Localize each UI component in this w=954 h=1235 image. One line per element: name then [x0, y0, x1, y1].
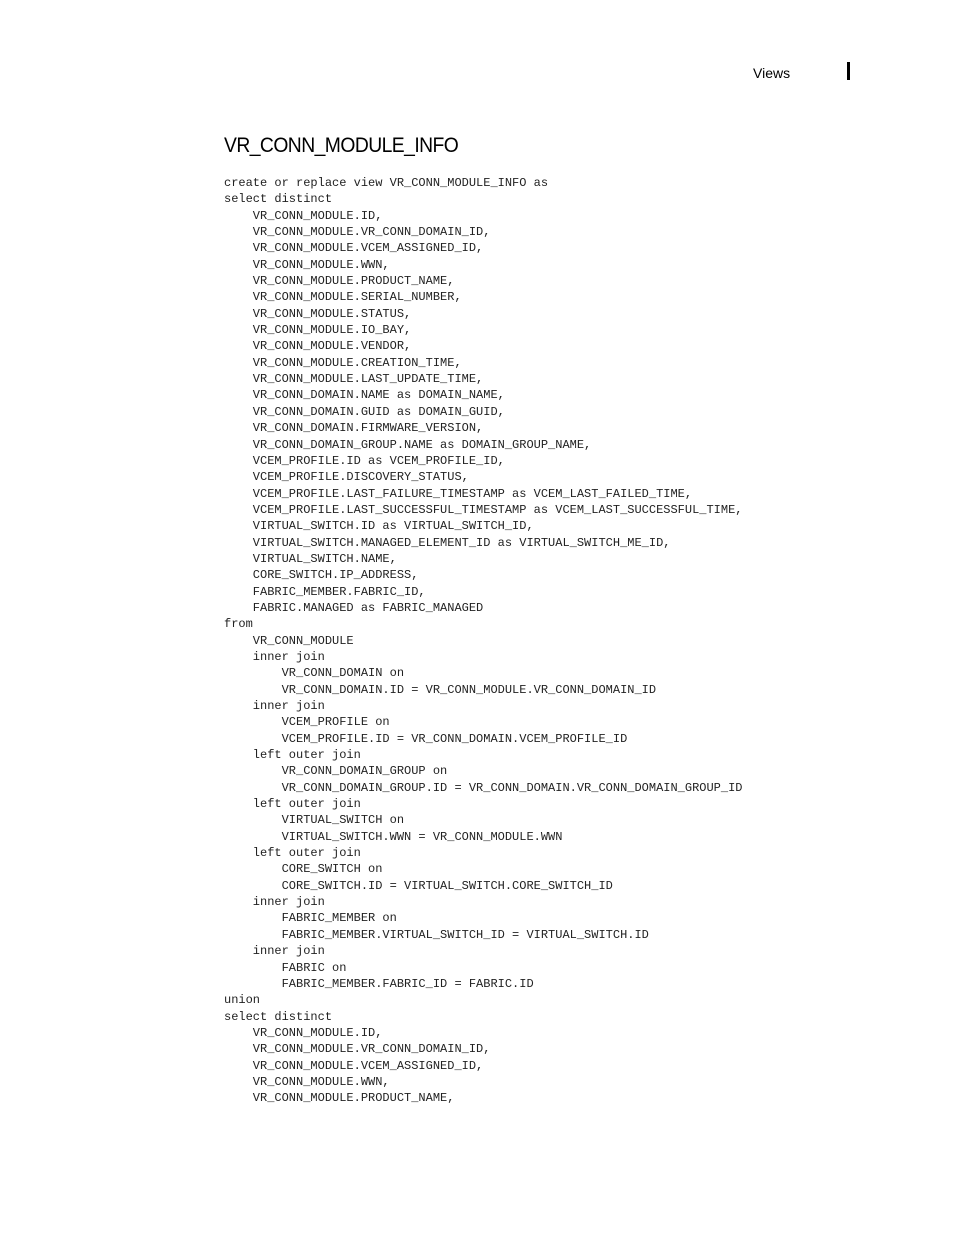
- code-line: VR_CONN_MODULE.LAST_UPDATE_TIME,: [224, 372, 484, 387]
- code-line: CORE_SWITCH.IP_ADDRESS,: [224, 568, 419, 583]
- code-line: inner join: [224, 699, 325, 713]
- code-line: VR_CONN_MODULE.ID,: [224, 1025, 383, 1040]
- code-line: VR_CONN_MODULE.VCEM_ASSIGNED_ID,: [224, 1058, 484, 1073]
- code-line: union: [224, 993, 261, 1008]
- code-line: VR_CONN_MODULE.WWN,: [224, 1074, 390, 1089]
- code-line: VCEM_PROFILE.LAST_FAILURE_TIMESTAMP as VCEM_LAST_FAILED_TIME,: [224, 486, 693, 501]
- code-line: inner join: [224, 649, 325, 664]
- code-line: FABRIC.MANAGED as FABRIC_MANAGED: [224, 600, 484, 615]
- code-line: VCEM_PROFILE.ID = VR_CONN_DOMAIN.VCEM_PROFILE_ID: [224, 731, 628, 746]
- code-line: create or replace view VR_CONN_MODULE_INFO as: [224, 176, 549, 190]
- code-line: VCEM_PROFILE.LAST_SUCCESSFUL_TIMESTAMP as VCEM_LAST_SUCCESSFUL_TIME,: [224, 502, 743, 517]
- code-line: CORE_SWITCH.ID = VIRTUAL_SWITCH.CORE_SWITCH_ID: [224, 878, 613, 893]
- code-line: left outer join: [224, 748, 361, 763]
- code-line: VR_CONN_MODULE.CREATION_TIME,: [224, 355, 462, 370]
- code-line: VR_CONN_DOMAIN.GUID as DOMAIN_GUID,: [224, 404, 505, 419]
- code-line: FABRIC_MEMBER on: [224, 911, 397, 926]
- code-line: VR_CONN_DOMAIN.ID = VR_CONN_MODULE.VR_CONN_DOMAIN_ID: [224, 682, 657, 697]
- code-line: VR_CONN_MODULE.IO_BAY,: [224, 323, 412, 338]
- code-line: VIRTUAL_SWITCH on: [224, 813, 405, 828]
- code-line: VR_CONN_DOMAIN on: [224, 666, 405, 681]
- code-line: inner join: [224, 944, 325, 959]
- code-line: VIRTUAL_SWITCH.NAME,: [224, 551, 397, 566]
- code-line: VR_CONN_DOMAIN_GROUP on: [224, 764, 448, 779]
- code-line: VR_CONN_MODULE.VR_CONN_DOMAIN_ID,: [224, 1042, 491, 1057]
- code-line: VR_CONN_DOMAIN.NAME as DOMAIN_NAME,: [224, 388, 505, 403]
- code-line: FABRIC_MEMBER.VIRTUAL_SWITCH_ID = VIRTUAL_SWITCH.ID: [224, 927, 649, 942]
- code-line: FABRIC on: [224, 960, 347, 975]
- code-line: select distinct: [224, 1009, 333, 1024]
- code-line: VR_CONN_MODULE.WWN,: [224, 257, 390, 272]
- code-line: VR_CONN_MODULE.PRODUCT_NAME,: [224, 1091, 455, 1106]
- code-line: VIRTUAL_SWITCH.WWN = VR_CONN_MODULE.WWN: [224, 829, 563, 844]
- code-line: VIRTUAL_SWITCH.MANAGED_ELEMENT_ID as VIRTUAL_SWITCH_ME_ID,: [224, 535, 671, 550]
- sql-code-block: [224, 175, 742, 1107]
- code-line: CORE_SWITCH on: [224, 862, 383, 877]
- code-line: from: [224, 617, 253, 632]
- code-line: VIRTUAL_SWITCH.ID as VIRTUAL_SWITCH_ID,: [224, 519, 534, 534]
- code-line: VR_CONN_DOMAIN_GROUP.NAME as DOMAIN_GROUP_NAME,: [224, 437, 592, 452]
- code-line: inner join: [224, 895, 325, 910]
- code-line: FABRIC_MEMBER.FABRIC_ID = FABRIC.ID: [224, 976, 534, 991]
- code-line: VR_CONN_MODULE.STATUS,: [224, 306, 412, 321]
- code-line: left outer join: [224, 846, 361, 861]
- code-line: select distinct: [224, 192, 333, 207]
- code-line: VR_CONN_MODULE.VENDOR,: [224, 339, 412, 354]
- code-line: VR_CONN_MODULE: [224, 633, 354, 648]
- code-line: VCEM_PROFILE.DISCOVERY_STATUS,: [224, 470, 469, 485]
- header-marker-bar: [847, 62, 850, 80]
- code-line: VCEM_PROFILE on: [224, 715, 390, 730]
- code-line: VR_CONN_MODULE.SERIAL_NUMBER,: [224, 290, 462, 305]
- code-line: VCEM_PROFILE.ID as VCEM_PROFILE_ID,: [224, 453, 505, 468]
- code-line: VR_CONN_MODULE.VR_CONN_DOMAIN_ID,: [224, 225, 491, 240]
- code-line: FABRIC_MEMBER.FABRIC_ID,: [224, 584, 426, 599]
- code-line: VR_CONN_MODULE.ID,: [224, 208, 383, 223]
- section-title: VR_CONN_MODULE_INFO: [224, 134, 459, 157]
- code-line: VR_CONN_DOMAIN.FIRMWARE_VERSION,: [224, 421, 484, 436]
- running-header-title: Views: [753, 65, 791, 81]
- code-line: left outer join: [224, 797, 361, 812]
- code-line: VR_CONN_MODULE.PRODUCT_NAME,: [224, 274, 455, 289]
- code-line: VR_CONN_MODULE.VCEM_ASSIGNED_ID,: [224, 241, 484, 256]
- code-line: VR_CONN_DOMAIN_GROUP.ID = VR_CONN_DOMAIN.VR_CONN_DOMAIN_GROUP_ID: [224, 780, 743, 795]
